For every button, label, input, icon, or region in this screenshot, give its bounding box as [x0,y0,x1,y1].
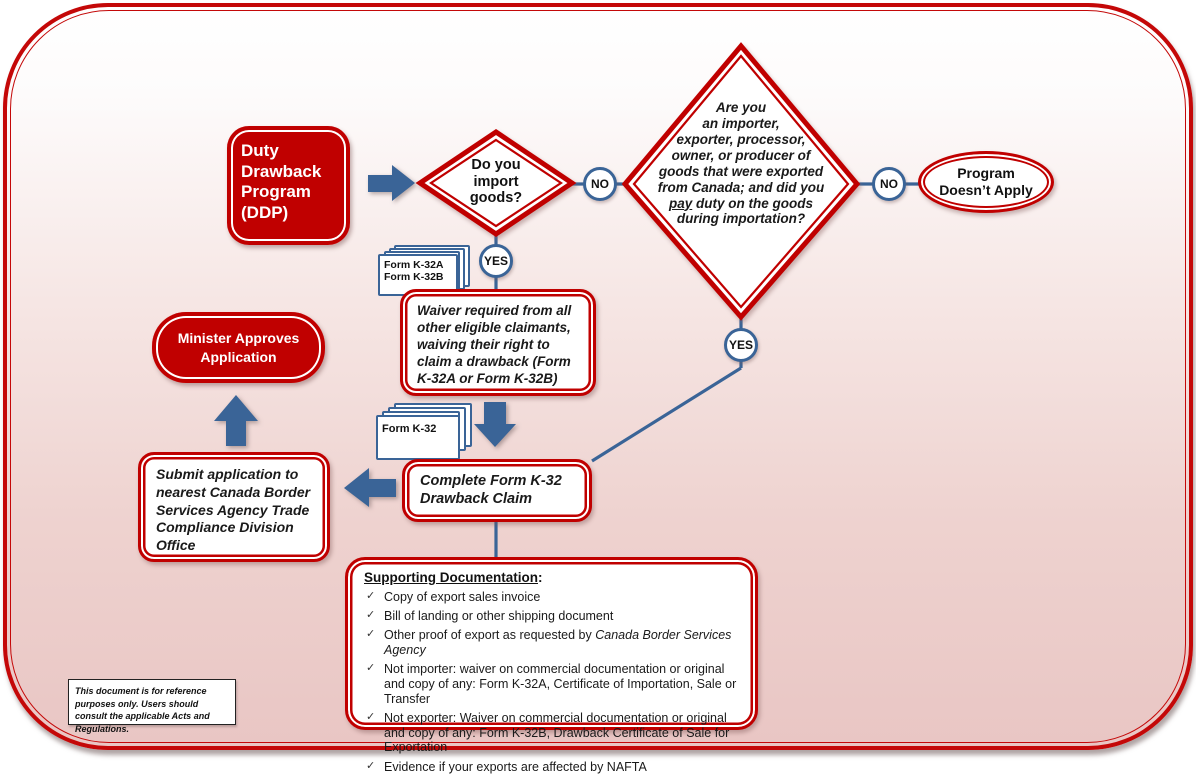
ddp-start-label: Duty Drawback Program (DDP) [241,141,321,222]
import-diamond-question: Do you import goods? [458,157,534,207]
yes-badge-eligibility: YES [724,328,758,362]
waiver-required-label: Waiver required from all other eligible claimants, waiving their right to claim a drawback (Form K-32A or Form K-32B) [417,303,571,386]
arrow-right-ddp-to-import [368,165,415,201]
form-k32-documents-icon [376,403,478,463]
complete-form-k32-box [402,459,592,522]
connector-yes-diagonal [592,368,741,461]
list-item: ✓ Not exporter: Waiver on commercial documentation or original and copy of any: Form K-32B, Drawback Certificate of Sale for Exportation [364,711,743,755]
disclaimer-text: This document is for reference purposes only. Users should consult the applicable Acts and Regulations. [75,686,210,734]
check-icon: ✓ [366,760,375,773]
supporting-documentation-heading: Supporting Documentation: [364,570,743,585]
program-doesnt-apply-label: Program Doesn’t Apply [931,165,1041,199]
waiver-required-box [400,289,596,396]
complete-form-k32-label: Complete Form K-32 Drawback Claim [420,473,562,507]
submit-application-label: Submit application to nearest Canada Border Services Agency Trade Compliance Division Office [156,466,310,553]
ddp-start-box [227,126,350,245]
list-item: ✓ Bill of landing or other shipping document [364,609,743,624]
list-item: ✓ Not importer: waiver on commercial documentation or original and copy of any: Form K-32A, Certificate of Importation, Sale or Transfer [364,662,743,706]
check-icon: ✓ [366,711,375,724]
document-sheet-front [376,415,460,460]
supporting-documentation-box [345,557,758,730]
eligibility-diamond-question: Are you an importer, exporter, processor, owner, or producer of goods that were exported from Canada; and did you pay duty on the goods during importation? [649,100,833,227]
check-icon: ✓ [366,590,375,603]
check-icon: ✓ [366,662,375,675]
form-k32a-label: Form K-32A [384,259,456,271]
no-badge-import: NO [583,167,617,201]
program-doesnt-apply-terminal [918,151,1054,213]
list-item: ✓ Other proof of export as requested by Canada Border Services Agency [364,628,743,658]
arrow-left-complete-to-submit [344,468,396,507]
check-icon: ✓ [366,628,375,641]
form-k32-label: Form K-32 [382,423,458,436]
arrow-up-submit-to-minister [214,395,258,446]
check-icon: ✓ [366,609,375,622]
minister-approves-label: Minister Approves Application [169,329,309,365]
arrow-down-waiver-to-complete [474,402,516,447]
eligibility-diamond-line7: pay duty on the goods [649,196,833,212]
list-item: ✓ Evidence if your exports are affected by NAFTA [364,760,743,774]
form-k32b-label: Form K-32B [384,271,456,283]
no-badge-eligibility: NO [872,167,906,201]
list-item: ✓ Copy of export sales invoice [364,590,743,605]
submit-application-box [138,452,330,562]
yes-badge-import: YES [479,244,513,278]
disclaimer-note [68,679,236,725]
minister-approves-box [152,312,325,383]
